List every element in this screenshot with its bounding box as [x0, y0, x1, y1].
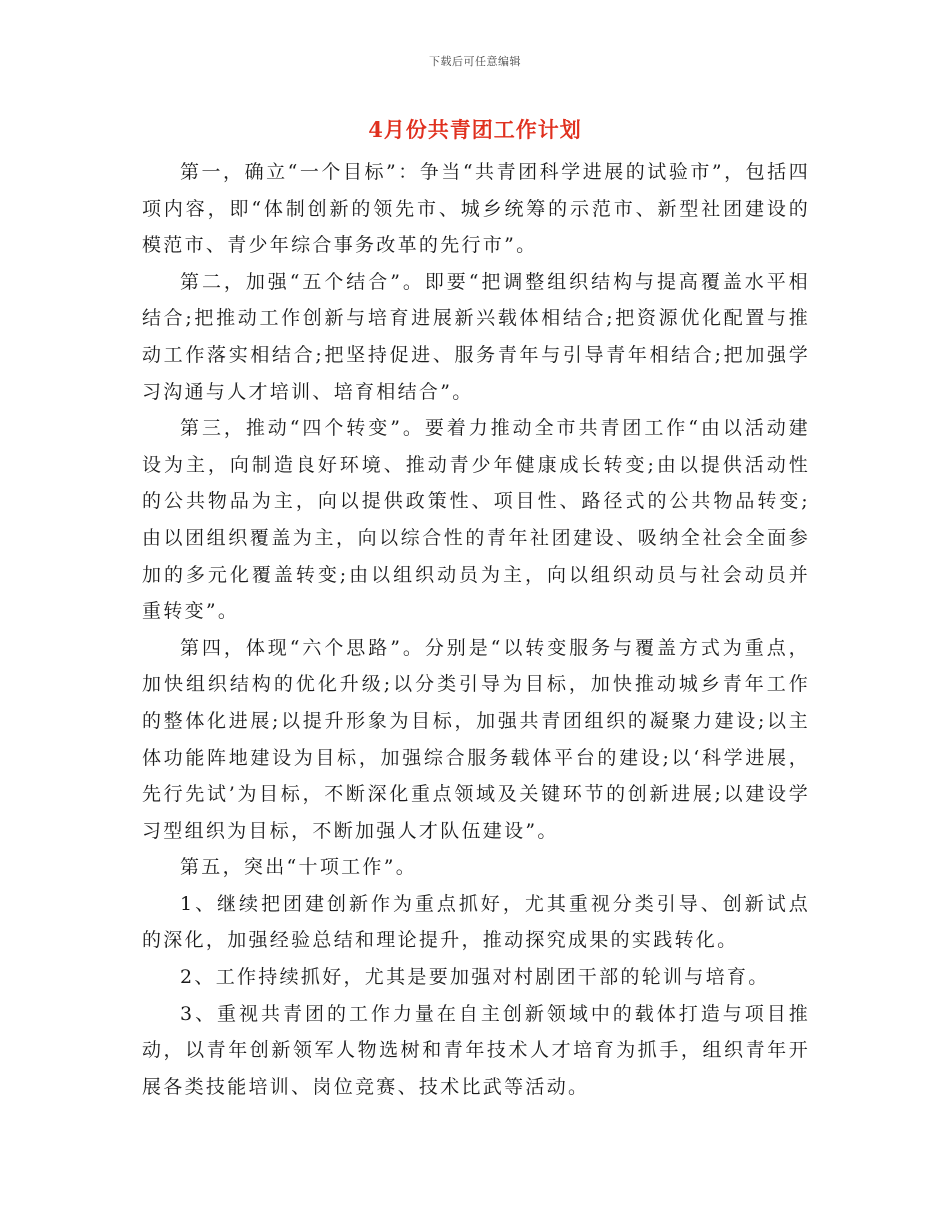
document-body — [142, 154, 810, 1105]
paragraph-five-combinations: 第二，加强“五个结合”。即要“把调整组织结构与提高覆盖水平相结合;把推动工作创新与培育进展新兴载体相结合;把资源优化配置与推动工作落实相结合;把坚持促进、服务青年与引导青年相结合;把加强学习沟通与人才培训、培育相结合”。 — [142, 270, 810, 403]
paragraph-ten-tasks: 第五，突出“十项工作”。 — [180, 856, 418, 879]
list-item-3: 3、重视共青团的工作力量在自主创新领域中的载体打造与项目推动，以青年创新领军人物选树和青年技术人才培育为抓手，组织青年开展各类技能培训、岗位竞赛、技术比武等活动。 — [142, 1002, 810, 1098]
paragraph-six-ideas: 第四，体现“六个思路”。分别是“以转变服务与覆盖方式为重点，加快组织结构的优化升级;以分类引导为目标，加快推动城乡青年工作的整体化进展;以提升形象为目标，加强共青团组织的凝聚力建设;以主体功能阵地建设为目标，加强综合服务载体平台的建设;以‘科学进展，先行先试’为目标，不断深化重点领域及关键环节的创新进展;以建设学习型组织为目标，不断加强人才队伍建设”。 — [142, 636, 810, 842]
list-item-1: 1、继续把团建创新作为重点抓好，尤其重视分类引导、创新试点的深化，加强经验总结和理论提升，推动探究成果的实践转化。 — [142, 892, 810, 952]
paragraph-four-transformations: 第三，推动“四个转变”。要着力推动全市共青团工作“由以活动建设为主，向制造良好环境、推动青少年健康成长转变;由以提供活动性的公共物品为主，向以提供政策性、项目性、路径式的公共物品转变;由以团组织覆盖为主，向以综合性的青年社团建设、吸纳全社会全面参加的多元化覆盖转变;由以组织动员为主，向以组织动员与社会动员并重转变”。 — [142, 417, 810, 623]
document-title: 4月份共青团工作计划 — [368, 117, 582, 142]
list-item-2: 2、工作持续抓好，尤其是要加强对村剧团干部的轮训与培育。 — [180, 966, 770, 989]
paragraph-goal: 第一，确立“一个目标”：争当“共青团科学进展的试验市”，包括四项内容，即“体制创新的领先市、城乡统筹的示范市、新型社团建设的模范市、青少年综合事务改革的先行市”。 — [142, 161, 810, 257]
header-note: 下载后可任意编辑 — [429, 55, 521, 68]
